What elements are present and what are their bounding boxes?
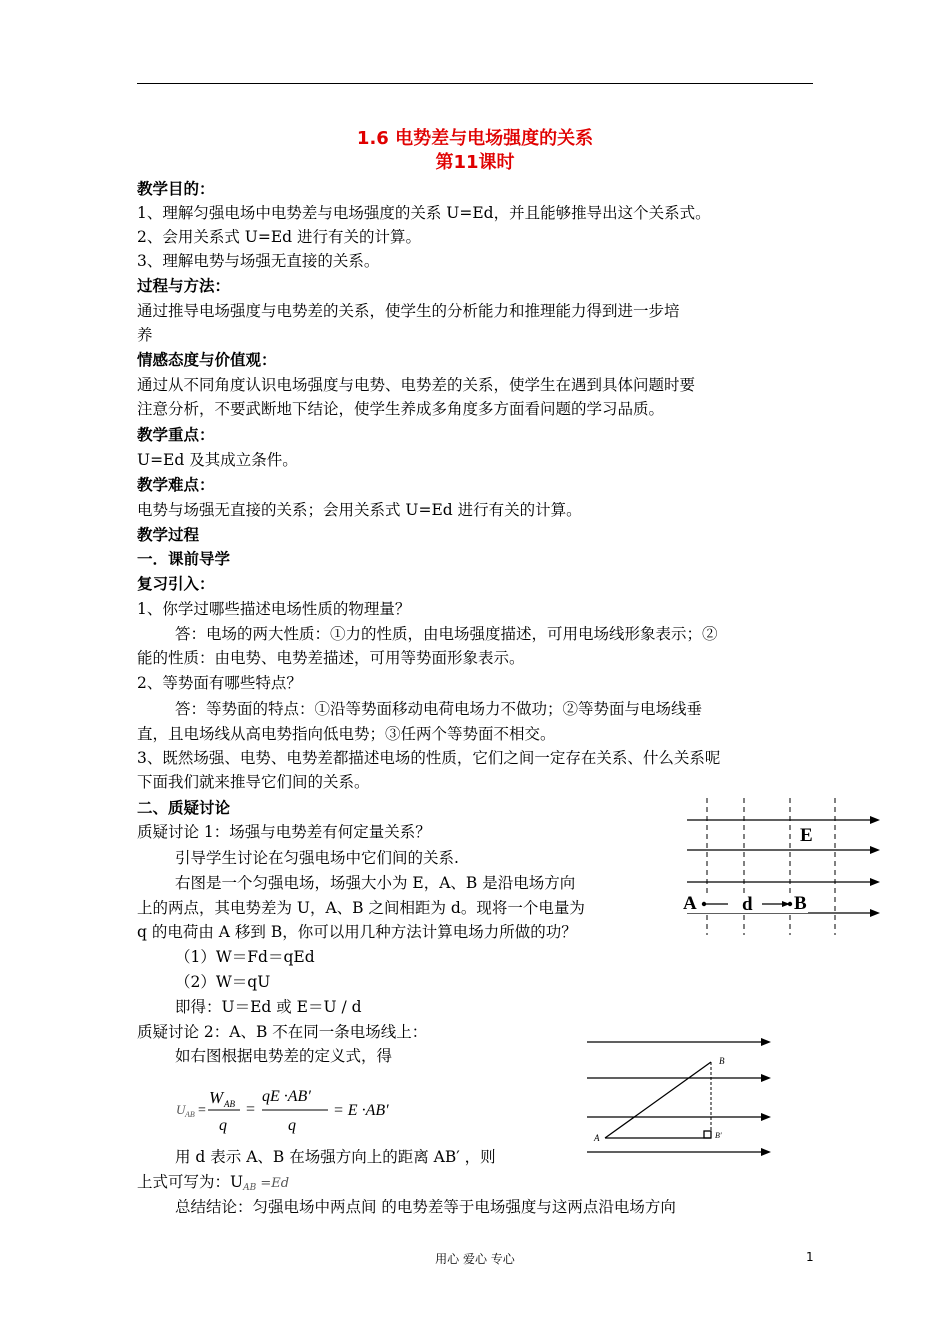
process-text-cont: 养 — [137, 326, 153, 344]
key-point-text: U=Ed 及其成立条件。 — [137, 451, 298, 469]
field-label-e: E — [800, 825, 813, 846]
difficulty-text: 电势与场强无直接的关系；会用关系式 U=Ed 进行有关的计算。 — [137, 501, 582, 519]
eq-w-sub: AB — [224, 1099, 235, 1109]
uniform-field-figure — [682, 795, 882, 940]
review-a1-cont: 能的性质：由电势、电势差描述，可用等势面形象表示。 — [137, 649, 525, 667]
fig2-point-b-label: B — [719, 1056, 725, 1066]
discussion-2: 质疑讨论 2：A、B 不在同一条电场线上： — [137, 1023, 428, 1041]
review-q3: 3、既然场强、电势、电势差都描述电场的性质，它们之间一定存在关系、什么关系呢 — [137, 749, 721, 767]
discussion-1-text-3: q 的电荷由 A 移到 B，你可以用几种方法计算电场力所做的功？ — [137, 923, 577, 941]
heading-teaching-process: 教学过程 — [137, 526, 200, 544]
review-a2: 答：等势面的特点：①沿等势面移动电荷电场力不做功；②等势面与电场线垂 — [175, 700, 703, 718]
field-lines-2 — [587, 1042, 763, 1152]
eq-numerator-2: qE ·AB′ — [262, 1088, 311, 1105]
heading-difficulty: 教学难点： — [137, 476, 215, 494]
discussion-1-intro: 引导学生讨论在匀强电场中它们间的关系. — [175, 849, 459, 867]
result-formula: 即得：U＝Ed 或 E＝U / d — [175, 998, 362, 1016]
eq-lhs: U — [176, 1102, 186, 1117]
point-b — [788, 902, 792, 906]
discussion-1-text: 右图是一个匀强电场，场强大小为 E，A、B 是沿电场方向 — [175, 874, 576, 892]
page-footer: 用心 爱心 专心 — [435, 1252, 515, 1266]
lesson-number: 第11课时 — [435, 152, 515, 173]
conclusion: 总结结论：匀强电场中两点间 的电势差等于电场强度与这两点沿电场方向 — [175, 1198, 676, 1216]
review-a2-cont: 直，且电场线从高电势指向低电势；③任两个等势面不相交。 — [137, 725, 556, 743]
point-b-label: B — [794, 893, 807, 914]
discussion-1: 质疑讨论 1：场强与电势差有何定量关系？ — [137, 823, 431, 841]
objective-2: 2、会用关系式 U=Ed 进行有关的计算。 — [137, 228, 422, 246]
review-q3-cont: 下面我们就来推导它们间的关系。 — [137, 773, 370, 791]
review-q1: 1、你学过哪些描述电场性质的物理量？ — [137, 600, 411, 618]
eq-q-2: q — [288, 1117, 296, 1134]
fig2-point-a-label: A — [594, 1133, 600, 1143]
distance-label: d — [742, 894, 753, 915]
final-sub: AB — [243, 1183, 257, 1193]
discussion-1-text-2: 上的两点，其电势差为 U，A、B 之间相距为 d。现将一个电量为 — [137, 899, 585, 917]
header-rule — [137, 83, 813, 84]
review-q2: 2、等势面有哪些特点？ — [137, 674, 302, 692]
method-1: （1）W＝Fd＝qEd — [175, 948, 315, 966]
attitude-text: 通过从不同角度认识电场强度与电势、电势差的关系，使学生在遇到具体问题时要 — [137, 376, 696, 394]
heading-preview: 一．课前导学 — [137, 550, 231, 568]
heading-discussion: 二、质疑讨论 — [137, 799, 231, 817]
distance-definition: 用 d 表示 A、B 在场强方向上的距离 AB′ ，则 — [175, 1148, 496, 1166]
right-angle-mark — [704, 1131, 711, 1138]
fig2-point-b-prime-label: B′ — [715, 1131, 722, 1140]
eq-w: W — [209, 1088, 224, 1107]
segment-ab — [605, 1062, 711, 1138]
objective-3: 3、理解电势与场强无直接的关系。 — [137, 252, 380, 270]
doc-title: 1.6 电势差与电场强度的关系 — [356, 128, 594, 149]
field-arrowheads-2 — [761, 1038, 771, 1156]
eq-sign-1: = — [198, 1103, 206, 1118]
heading-review: 复习引入： — [137, 575, 215, 593]
final-rhs: =Ed — [256, 1176, 290, 1191]
field-arrowheads — [870, 816, 880, 917]
eq-sign-2: = — [246, 1101, 256, 1118]
review-a1: 答：电场的两大性质：①力的性质，由电场强度描述，可用电场线形象表示；② — [175, 625, 718, 643]
attitude-text-cont: 注意分析，不要武断地下结论，使学生养成多角度多方面看问题的学习品质。 — [137, 400, 665, 418]
method-2: （2）W＝qU — [175, 973, 271, 991]
rewritten-intro-text: 上式可写为：U — [137, 1173, 244, 1191]
discussion-2-intro: 如右图根据电势差的定义式，得 — [175, 1047, 393, 1065]
heading-key-point: 教学重点： — [137, 426, 215, 444]
point-a-label: A — [683, 893, 697, 914]
equipotential-lines — [707, 798, 835, 935]
eq-lhs-sub: AB — [185, 1110, 195, 1119]
heading-objectives: 教学目的： — [137, 180, 215, 198]
point-a — [702, 902, 706, 906]
eq-q-1: q — [219, 1117, 227, 1134]
process-text: 通过推导电场强度与电势差的关系，使学生的分析能力和推理能力得到进一步培 — [137, 302, 680, 320]
heading-attitude: 情感态度与价值观： — [137, 351, 277, 369]
heading-process: 过程与方法： — [137, 277, 231, 295]
objective-1: 1、理解匀强电场中电势差与电场强度的关系 U=Ed，并且能够推导出这个关系式。 — [137, 204, 711, 222]
potential-difference-equation — [176, 1081, 436, 1137]
eq-rhs: = E ·AB′ — [333, 1102, 389, 1119]
oblique-field-figure — [585, 1030, 775, 1165]
page-number: 1 — [806, 1250, 814, 1264]
